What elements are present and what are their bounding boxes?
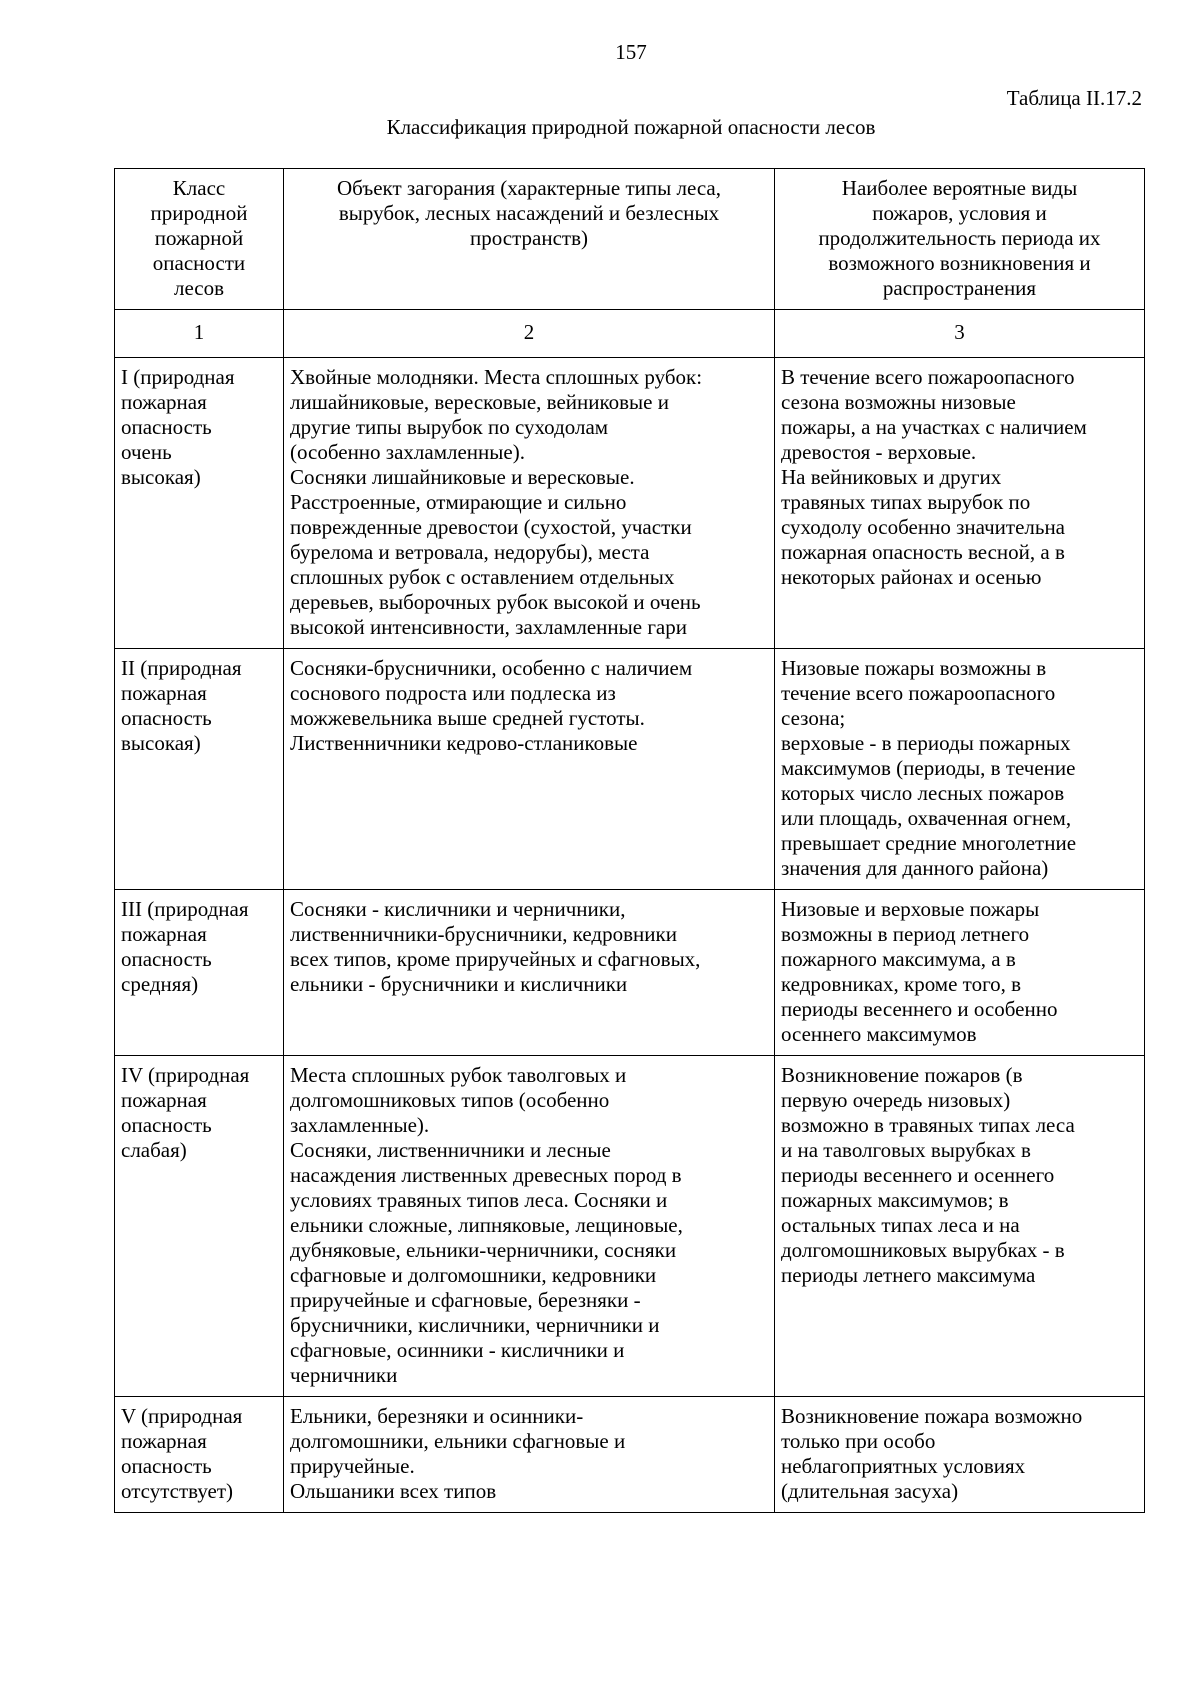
column-number-2: 2 <box>284 310 775 358</box>
objects-cell: Места сплошных рубок таволговых и долгомошниковых типов (особенно захламленные). Сосняки, лиственничники и лесные насаждения лиственных древесных пород в условиях травяных типов леса. Сосняки и ельники сложные, липняковые, лещиновые, дубняковые, ельники-черничники, сосняки сфагновые и долгомошники, кедровники приручейные и сфагновые, березняки - брусничники, кисличники, черничники и сфагновые, осинники - кисличники и черничники <box>284 1056 775 1397</box>
header-row <box>115 169 1145 310</box>
classification-table <box>114 168 1145 1513</box>
table-row <box>115 358 1145 649</box>
table-title: Классификация природной пожарной опасности лесов <box>386 115 876 139</box>
fires-cell: В течение всего пожароопасного сезона возможны низовые пожары, а на участках с наличием древостоя - верховые. На вейниковых и других травяных типах вырубок по суходолу особенно значительна пожарная опасность весной, а в некоторых районах и осенью <box>775 358 1145 649</box>
objects-cell: Сосняки - кисличники и черничники, лиственничники-брусничники, кедровники всех типов, кроме приручейных и сфагновых, ельники - брусничники и кисличники <box>284 890 775 1056</box>
page-number: 157 <box>615 40 647 64</box>
column-number-row <box>115 310 1145 358</box>
class-cell: IV (природная пожарная опасность слабая) <box>115 1056 284 1397</box>
fires-cell: Низовые и верховые пожары возможны в период летнего пожарного максимума, а в кедровниках, кроме того, в периоды весеннего и особенно осеннего максимумов <box>775 890 1145 1056</box>
class-cell: V (природная пожарная опасность отсутствует) <box>115 1397 284 1513</box>
table-row <box>115 890 1145 1056</box>
class-cell: III (природная пожарная опасность средняя) <box>115 890 284 1056</box>
table-row <box>115 649 1145 890</box>
class-cell: II (природная пожарная опасность высокая) <box>115 649 284 890</box>
table-label: Таблица II.17.2 <box>1006 86 1142 110</box>
header-fires: Наиболее вероятные виды пожаров, условия и продолжительность периода их возможного возникновения и распространения <box>775 169 1145 310</box>
header-objects: Объект загорания (характерные типы леса, вырубок, лесных насаждений и безлесных пространств) <box>284 169 775 310</box>
objects-cell: Ельники, березняки и осинники- долгомошники, ельники сфагновые и приручейные. Ольшаники всех типов <box>284 1397 775 1513</box>
table-row <box>115 1056 1145 1397</box>
fires-cell: Возникновение пожаров (в первую очередь низовых) возможно в травяных типах леса и на таволговых вырубках в периоды весеннего и осеннего пожарных максимумов; в остальных типах леса и на долгомошниковых вырубках - в периоды летнего максимума <box>775 1056 1145 1397</box>
fires-cell: Возникновение пожара возможно только при особо неблагоприятных условиях (длительная засуха) <box>775 1397 1145 1513</box>
column-number-1: 1 <box>115 310 284 358</box>
class-cell: I (природная пожарная опасность очень высокая) <box>115 358 284 649</box>
objects-cell: Хвойные молодняки. Места сплошных рубок: лишайниковые, вересковые, вейниковые и другие типы вырубок по суходолам (особенно захламленные). Сосняки лишайниковые и вересковые. Расстроенные, отмирающие и сильно поврежденные древостои (сухостой, участки бурелома и ветровала, недорубы), места сплошных рубок с оставлением отдельных деревьев, выборочных рубок высокой и очень высокой интенсивности, захламленные гари <box>284 358 775 649</box>
table-row <box>115 1397 1145 1513</box>
header-class: Класс природной пожарной опасности лесов <box>115 169 284 310</box>
fires-cell: Низовые пожары возможны в течение всего пожароопасного сезона; верховые - в периоды пожарных максимумов (периоды, в течение которых число лесных пожаров или площадь, охваченная огнем, превышает средние многолетние значения для данного района) <box>775 649 1145 890</box>
column-number-3: 3 <box>775 310 1145 358</box>
objects-cell: Сосняки-брусничники, особенно с наличием соснового подроста или подлеска из можжевельника выше средней густоты. Лиственничники кедрово-стланиковые <box>284 649 775 890</box>
